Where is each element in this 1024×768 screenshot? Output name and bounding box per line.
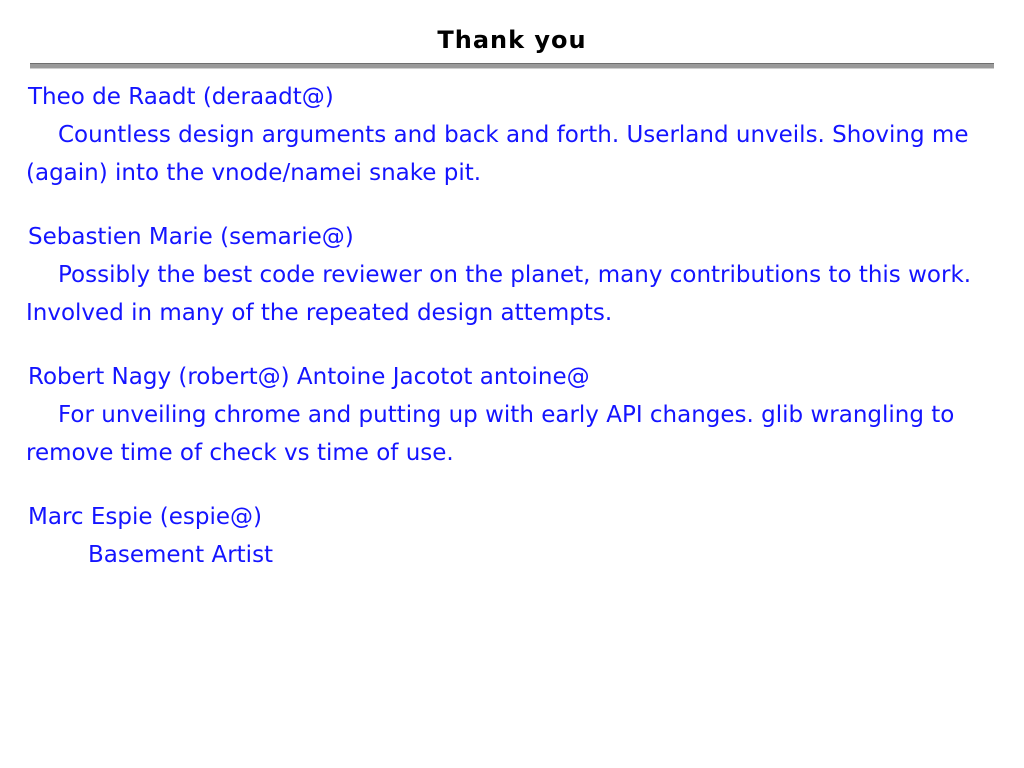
credit-name: Theo de Raadt (deraadt@) [28, 84, 334, 110]
list-item [26, 78, 1001, 192]
credit-description: Basement Artist [88, 542, 274, 568]
list-item [26, 498, 1001, 574]
credit-description: Countless design arguments and back and forth. Userland unveils. Shoving me (again) into the vnode/namei snake pit. [26, 122, 969, 186]
page-title: Thank you [437, 26, 587, 54]
credit-description: For unveiling chrome and putting up with early API changes. glib wrangling to remove time of check vs time of use. [26, 402, 955, 466]
credits-list [26, 78, 1001, 600]
credit-name: Sebastien Marie (semarie@) [28, 224, 354, 250]
credit-name: Marc Espie (espie@) [28, 504, 263, 530]
list-item [26, 358, 1001, 472]
credit-name: Robert Nagy (robert@) Antoine Jacotot antoine@ [28, 364, 590, 390]
title-divider [30, 63, 994, 69]
list-item [26, 218, 1001, 332]
credit-description: Possibly the best code reviewer on the planet, many contributions to this work. Involved in many of the repeated design attempts. [26, 262, 972, 326]
